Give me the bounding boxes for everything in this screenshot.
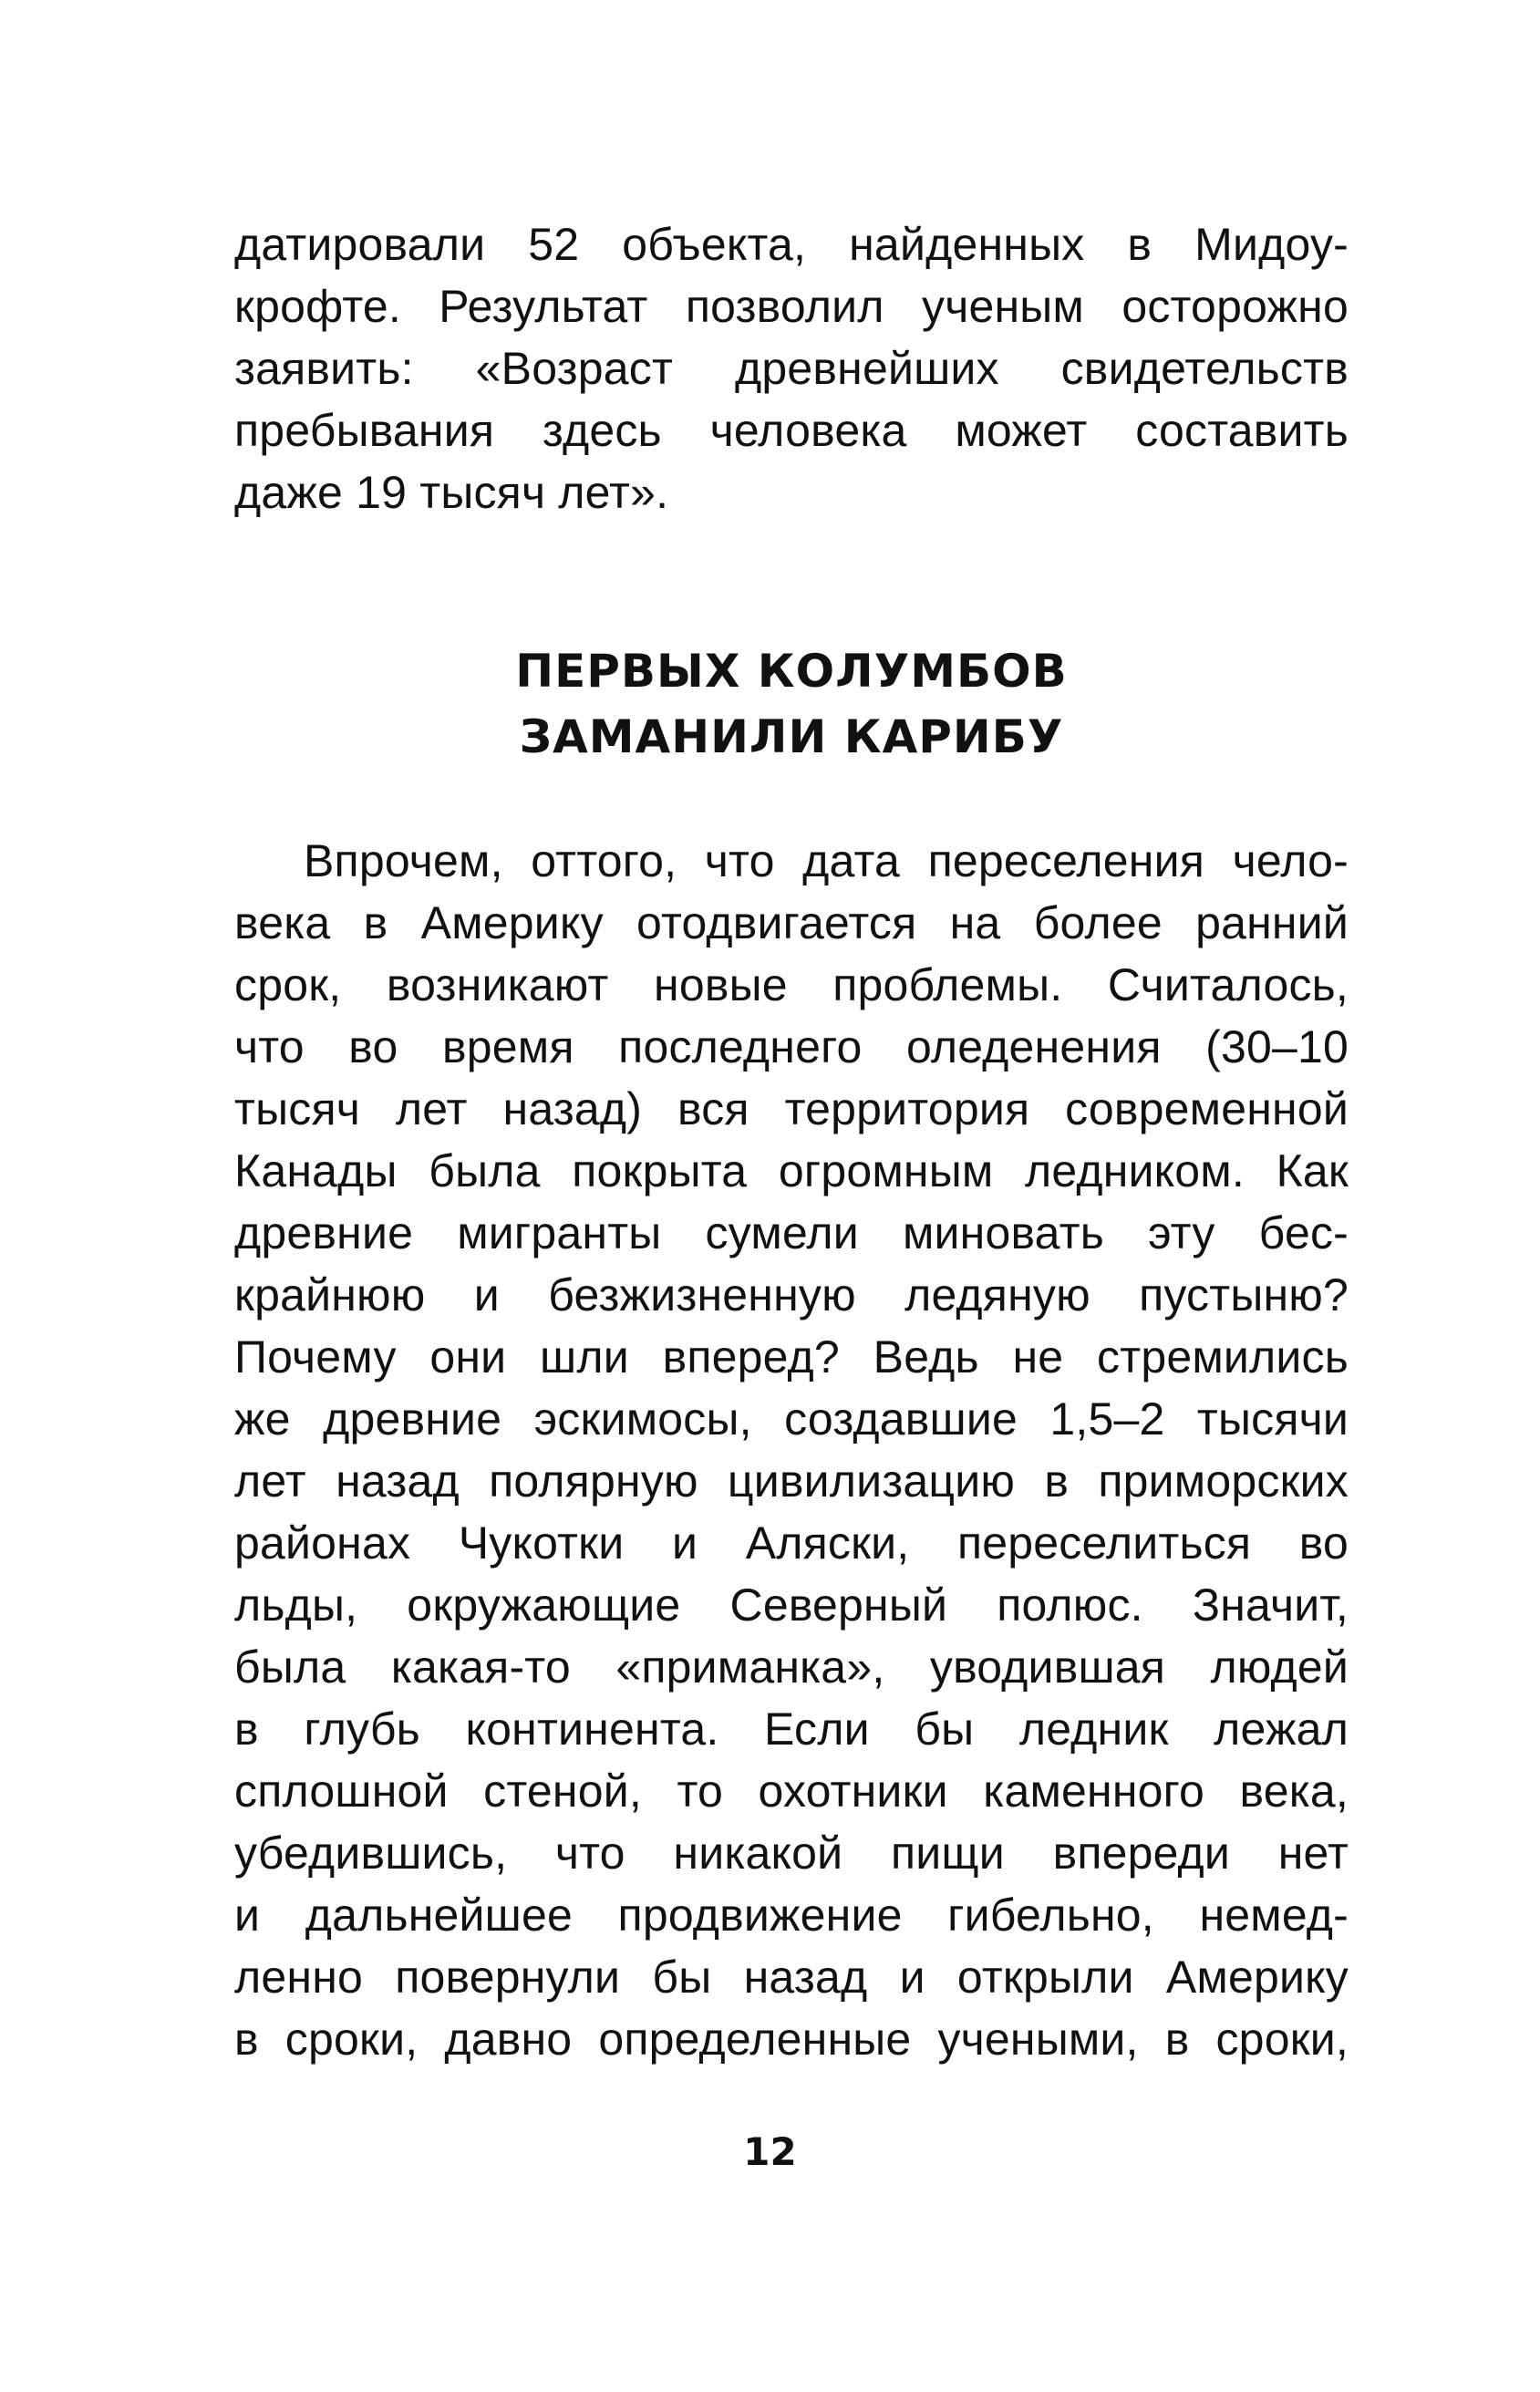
paragraph-line: Впрочем, оттого, что дата переселения чело- xyxy=(304,835,1349,886)
paragraph-line: была какая-то «приманка», уводившая людей xyxy=(234,1641,1349,1693)
paragraph-line: ленно повернули бы назад и открыли Америку xyxy=(234,1952,1349,2003)
page-number: 12 xyxy=(743,2129,797,2174)
main-paragraph xyxy=(234,830,1349,2070)
intro-line: заявить: «Возраст древнейших свидетельств xyxy=(234,343,1349,394)
paragraph-line: в глубь континента. Если бы ледник лежал xyxy=(234,1703,1349,1755)
section-heading-line-1: ПЕРВЫХ КОЛУМБОВ xyxy=(515,645,1068,698)
paragraph-line: лет назад полярную цивилизацию в приморских xyxy=(234,1455,1349,1507)
paragraph-line: тысяч лет назад) вся территория современной xyxy=(234,1083,1349,1134)
paragraph-line: и дальнейшее продвижение гибельно, немед- xyxy=(234,1890,1349,1941)
paragraph-line: Почему они шли вперед? Ведь не стремились xyxy=(234,1331,1349,1382)
intro-line: пребывания здесь человека может составить xyxy=(234,405,1349,456)
paragraph-line: сплошной стеной, то охотники каменного века, xyxy=(234,1766,1349,1817)
paragraph-line: в сроки, давно определенные учеными, в сроки, xyxy=(234,2014,1349,2065)
intro-line: датировали 52 объекта, найденных в Мидоу- xyxy=(234,219,1349,270)
paragraph-line: древние мигранты сумели миновать эту бес- xyxy=(234,1207,1349,1258)
paragraph-line: крайнюю и безжизненную ледяную пустыню? xyxy=(234,1269,1349,1320)
paragraph-line: районах Чукотки и Аляски, переселиться во xyxy=(234,1517,1349,1569)
intro-paragraph xyxy=(234,213,1349,523)
paragraph-line: века в Америку отодвигается на более ранний xyxy=(234,897,1349,948)
intro-line: даже 19 тысяч лет». xyxy=(234,467,669,518)
intro-line: крофте. Результат позволил ученым осторожно xyxy=(234,281,1349,332)
section-heading-line-2: ЗАМАНИЛИ КАРИБУ xyxy=(519,710,1064,763)
section-heading xyxy=(234,638,1349,770)
paragraph-line: убедившись, что никакой пищи впереди нет xyxy=(234,1828,1349,1879)
paragraph-line: что во время последнего оледенения (30–10 xyxy=(234,1021,1349,1072)
paragraph-line: льды, окружающие Северный полюс. Значит, xyxy=(234,1579,1349,1631)
paragraph-line: срок, возникают новые проблемы. Считалось, xyxy=(234,959,1349,1010)
paragraph-line: же древние эскимосы, создавшие 1,5–2 тысячи xyxy=(234,1393,1349,1445)
paragraph-line: Канады была покрыта огромным ледником. Как xyxy=(234,1145,1349,1196)
